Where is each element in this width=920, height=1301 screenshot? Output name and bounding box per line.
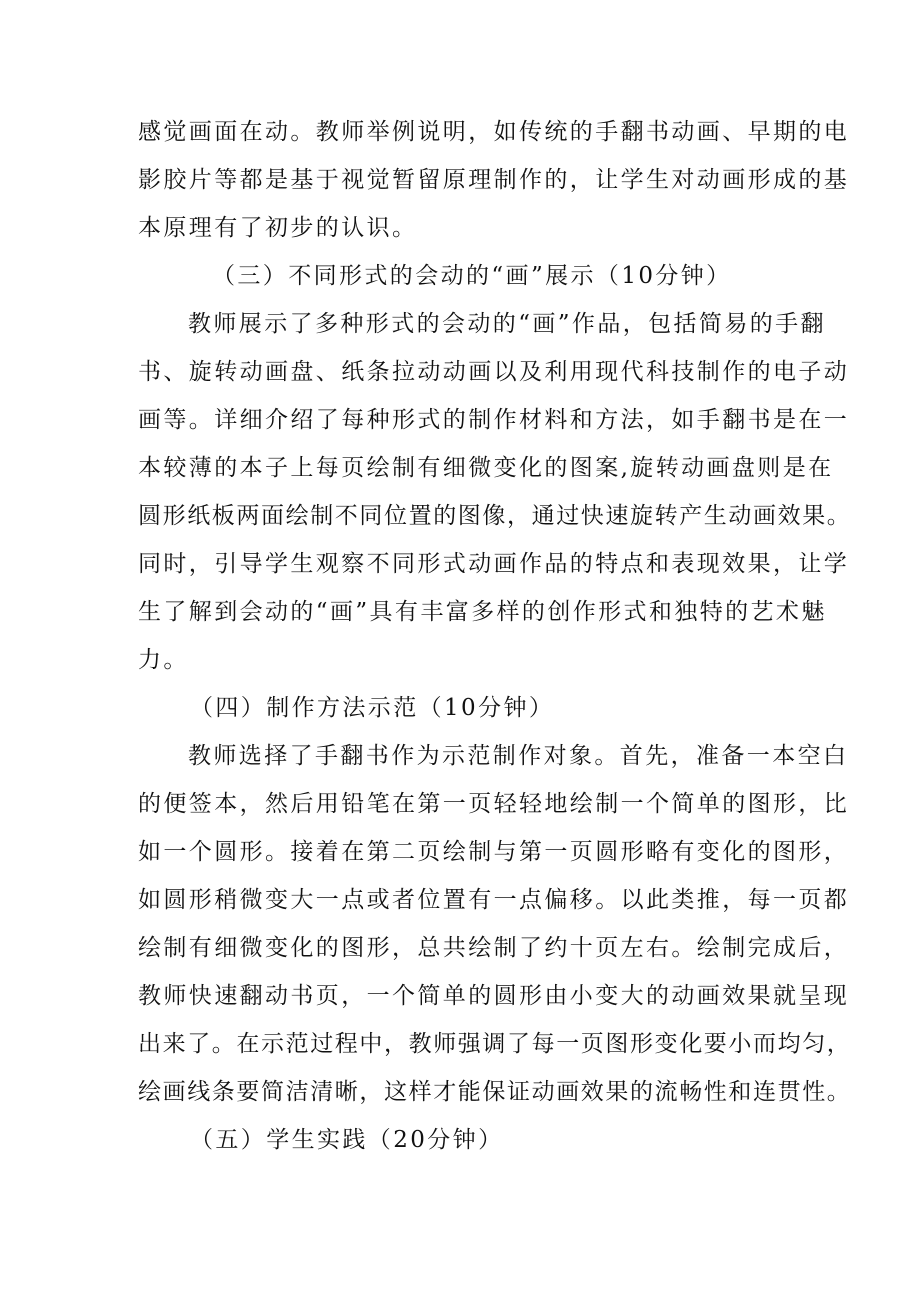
body-text-line: 圆形纸板两面绘制不同位置的图像，通过快速旋转产生动画效果。 xyxy=(138,503,852,529)
body-text-line: 绘画线条要简洁清晰，这样才能保证动画效果的流畅性和连贯性。 xyxy=(138,1079,852,1105)
body-text-line: 的便签本，然后用铅笔在第一页轻轻地绘制一个简单的图形，比 xyxy=(138,791,850,817)
section-heading: （三）不同形式的会动的“画”展示（10分钟） xyxy=(212,263,732,289)
body-text-line: 教师选择了手翻书作为示范制作对象。首先，准备一本空白 xyxy=(188,743,849,769)
section-heading: （五）学生实践（20分钟） xyxy=(190,1127,504,1153)
section-heading: （四）制作方法示范（10分钟） xyxy=(190,695,555,721)
body-text-line: 感觉画面在动。教师举例说明，如传统的手翻书动画、早期的电 xyxy=(138,119,850,145)
body-text-line: 出来了。在示范过程中，教师强调了每一页图形变化要小而均匀， xyxy=(138,1031,852,1057)
body-text-line: 教师快速翻动书页，一个简单的圆形由小变大的动画效果就呈现 xyxy=(138,983,850,1009)
body-text-line: 影胶片等都是基于视觉暂留原理制作的，让学生对动画形成的基 xyxy=(138,167,850,193)
body-text-line: 本较薄的本子上每页绘制有细微变化的图案,旋转动画盘则是在 xyxy=(138,455,834,481)
body-text-line: 教师展示了多种形式的会动的“画”作品，包括简易的手翻 xyxy=(188,311,826,337)
body-text-line: 如圆形稍微变大一点或者位置有一点偏移。以此类推，每一页都 xyxy=(138,887,850,913)
body-text-line: 书、旋转动画盘、纸条拉动动画以及利用现代科技制作的电子动 xyxy=(138,359,850,385)
body-text-line: 画等。详细介绍了每种形式的制作材料和方法，如手翻书是在一 xyxy=(138,407,850,433)
body-text-line: 力。 xyxy=(138,647,189,673)
body-text-line: 生了解到会动的“画”具有丰富多样的创作形式和独特的艺术魅 xyxy=(138,599,827,625)
body-text-line: 绘制有细微变化的图形，总共绘制了约十页左右。绘制完成后， xyxy=(138,935,850,961)
body-text-line: 同时，引导学生观察不同形式动画作品的特点和表现效果，让学 xyxy=(138,551,850,577)
body-text-line: 如一个圆形。接着在第二页绘制与第一页圆形略有变化的图形， xyxy=(138,839,850,865)
body-text-line: 本原理有了初步的认识。 xyxy=(138,215,418,241)
